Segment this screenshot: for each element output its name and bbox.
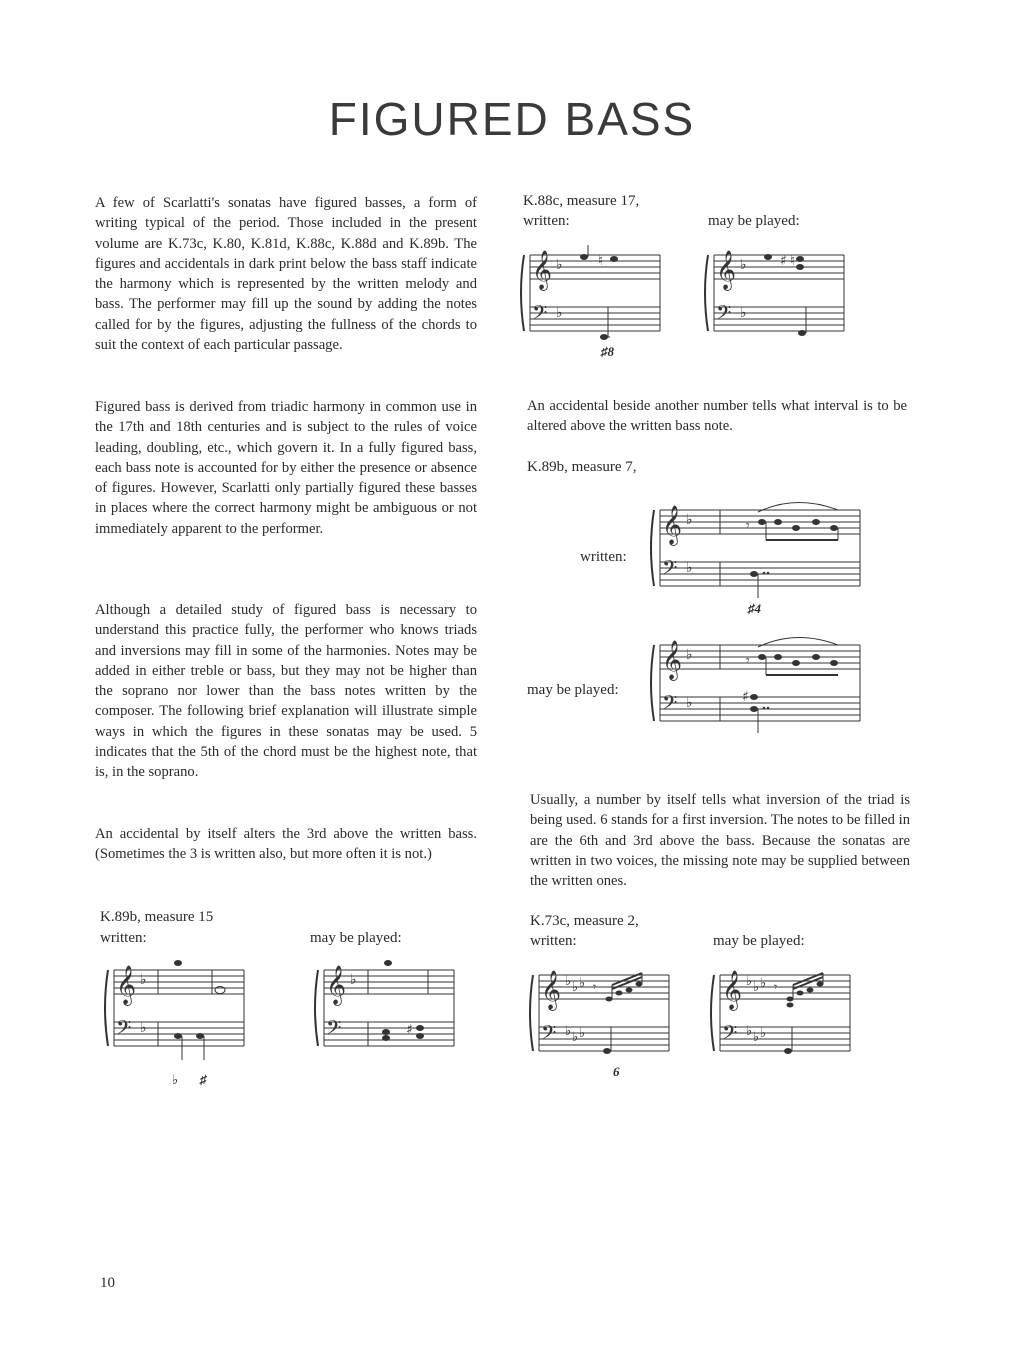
example3-written-label: written: xyxy=(530,933,577,949)
svg-text:𝄞: 𝄞 xyxy=(326,965,347,1005)
music-example-k89b-m15-written xyxy=(100,960,250,1070)
svg-text:𝄾: 𝄾 xyxy=(774,980,778,994)
svg-text:♭: ♭ xyxy=(565,1024,572,1039)
svg-text:𝄞: 𝄞 xyxy=(722,970,743,1010)
svg-text:♭: ♭ xyxy=(746,974,753,989)
figure-flat: ♭ xyxy=(172,1072,179,1087)
example-caption-k89b-m15: K.89b, measure 15 xyxy=(100,909,214,925)
figure-sharp-8: ♯8 xyxy=(601,344,614,359)
svg-text:♯: ♯ xyxy=(406,1022,413,1038)
example3-played-label: may be played: xyxy=(713,933,805,949)
svg-text:𝄾: 𝄾 xyxy=(746,518,750,534)
played-label: may be played: xyxy=(310,930,402,946)
svg-text:𝄢: 𝄢 xyxy=(662,691,678,719)
svg-text:♭: ♭ xyxy=(579,1026,586,1041)
svg-text:𝄞: 𝄞 xyxy=(662,640,683,680)
svg-text:♭: ♭ xyxy=(572,1030,579,1045)
svg-text:𝄢: 𝄢 xyxy=(326,1016,342,1044)
music-example-k89b-m7-written xyxy=(646,500,866,610)
written-label: written: xyxy=(100,930,147,946)
svg-text:♭: ♭ xyxy=(686,560,693,576)
music-example-k73c-m2-played xyxy=(706,965,856,1075)
music-example-k89b-m7-played xyxy=(646,635,866,745)
inversion-paragraph: Usually, a number by itself tells what inversion of the triad is being used. 6 stands for a first inversion. The notes to be filled in are the 6th and 3rd above the bass. Because the sonatas are written in two voices, the missing note may be supplied between the written ones. xyxy=(530,792,910,890)
svg-text:♭: ♭ xyxy=(556,257,563,273)
svg-text:𝄢: 𝄢 xyxy=(116,1016,132,1044)
svg-text:𝄢: 𝄢 xyxy=(541,1021,557,1049)
svg-text:♭: ♭ xyxy=(140,1020,147,1036)
music-example-k89b-m15-played xyxy=(310,960,460,1070)
svg-text:♭: ♭ xyxy=(740,257,747,273)
svg-text:♭: ♭ xyxy=(753,980,760,995)
svg-text:𝄞: 𝄞 xyxy=(532,250,553,290)
example1-caption: K.88c, measure 17, xyxy=(523,193,640,209)
svg-text:𝄞: 𝄞 xyxy=(662,505,683,545)
accidental-paragraph: An accidental by itself alters the 3rd above the written bass. (Sometimes the 3 is written also, but more often it is not.) xyxy=(95,826,477,863)
example2-caption: K.89b, measure 7, xyxy=(527,459,637,475)
svg-text:♭: ♭ xyxy=(740,305,747,321)
figure-sharp-4: ♯4 xyxy=(748,601,761,616)
svg-text:♭: ♭ xyxy=(753,1030,760,1045)
svg-text:♭: ♭ xyxy=(686,512,693,528)
svg-text:♭: ♭ xyxy=(760,976,767,991)
example1-written-label: written: xyxy=(523,213,570,229)
example3-caption: K.73c, measure 2, xyxy=(530,913,639,929)
svg-text:𝄞: 𝄞 xyxy=(116,965,137,1005)
svg-text:♮: ♮ xyxy=(598,253,604,269)
derivation-paragraph: Figured bass is derived from triadic harmony in common use in the 17th and 18th centuries and is subject to the rules of voice leading, doubling, etc., which govern it. In a fully figured bass, each bass note is accounted for by either the presence or absence of figures. However, Scarlatti only partially figured these basses in places where the correct harmony might be ambiguous or not immediately apparent to the performer. xyxy=(95,399,477,537)
figure-sharp: ♯ xyxy=(200,1072,207,1087)
svg-text:♭: ♭ xyxy=(579,976,586,991)
svg-text:𝄢: 𝄢 xyxy=(532,301,548,329)
svg-text:𝄾: 𝄾 xyxy=(746,653,750,669)
intro-paragraph: A few of Scarlatti's sonatas have figured basses, a form of writing typical of the period. Those included in the present volume are K.73c, K.80, K.81d, K.88c, K.88d and K.89b. The figures and accidentals in dark print below the bass staff indicate the harmony which is represented by the written melody and bass. The performer may fill up the sound by adding the notes called for by the figures, adjusting the fullness of the chords to suit the context of each particular passage. xyxy=(95,195,477,354)
svg-text:♭: ♭ xyxy=(556,305,563,321)
svg-text:♭: ♭ xyxy=(140,972,147,988)
svg-text:♭: ♭ xyxy=(760,1026,767,1041)
svg-text:♭: ♭ xyxy=(686,695,693,711)
figure-6: 6 xyxy=(613,1064,620,1079)
music-example-k88c-m17-written xyxy=(516,245,666,355)
svg-text:♭: ♭ xyxy=(746,1024,753,1039)
svg-text:♯: ♯ xyxy=(742,689,749,705)
svg-text:𝄢: 𝄢 xyxy=(662,556,678,584)
svg-text:𝄞: 𝄞 xyxy=(716,250,737,290)
interval-paragraph: An accidental beside another number tells what interval is to be altered above the written bass note. xyxy=(527,398,907,435)
svg-text:𝄢: 𝄢 xyxy=(716,301,732,329)
page-title: FIGURED BASS xyxy=(328,93,696,145)
example2-written-label: written: xyxy=(580,549,627,565)
example2-played-label: may be played: xyxy=(527,682,619,698)
page-number: 10 xyxy=(100,1275,115,1291)
music-example-k73c-m2-written xyxy=(525,965,675,1075)
svg-text:♭: ♭ xyxy=(350,972,357,988)
study-paragraph: Although a detailed study of figured bass is necessary to understand this practice fully, the performer who knows triads and inversions may fill in some of the harmonies. Notes may be added in either treble or bass, but they may not be higher than the soprano nor lower than the bass notes written by the composer. The following brief explanation will illustrate simple ways in which the figures in these sonatas may be used. 5 indicates that the 5th of the chord must be the highest note, that is, in the soprano. xyxy=(95,602,477,781)
example1-played-label: may be played: xyxy=(708,213,800,229)
music-example-k88c-m17-played xyxy=(700,245,850,355)
svg-text:♭: ♭ xyxy=(686,647,693,663)
svg-text:𝄢: 𝄢 xyxy=(722,1021,738,1049)
svg-text:𝄞: 𝄞 xyxy=(541,970,562,1010)
svg-text:♭: ♭ xyxy=(565,974,572,989)
svg-text:♮: ♮ xyxy=(790,253,796,269)
svg-text:𝄾: 𝄾 xyxy=(593,980,597,994)
svg-text:♭: ♭ xyxy=(572,980,579,995)
svg-text:♯: ♯ xyxy=(780,253,787,269)
